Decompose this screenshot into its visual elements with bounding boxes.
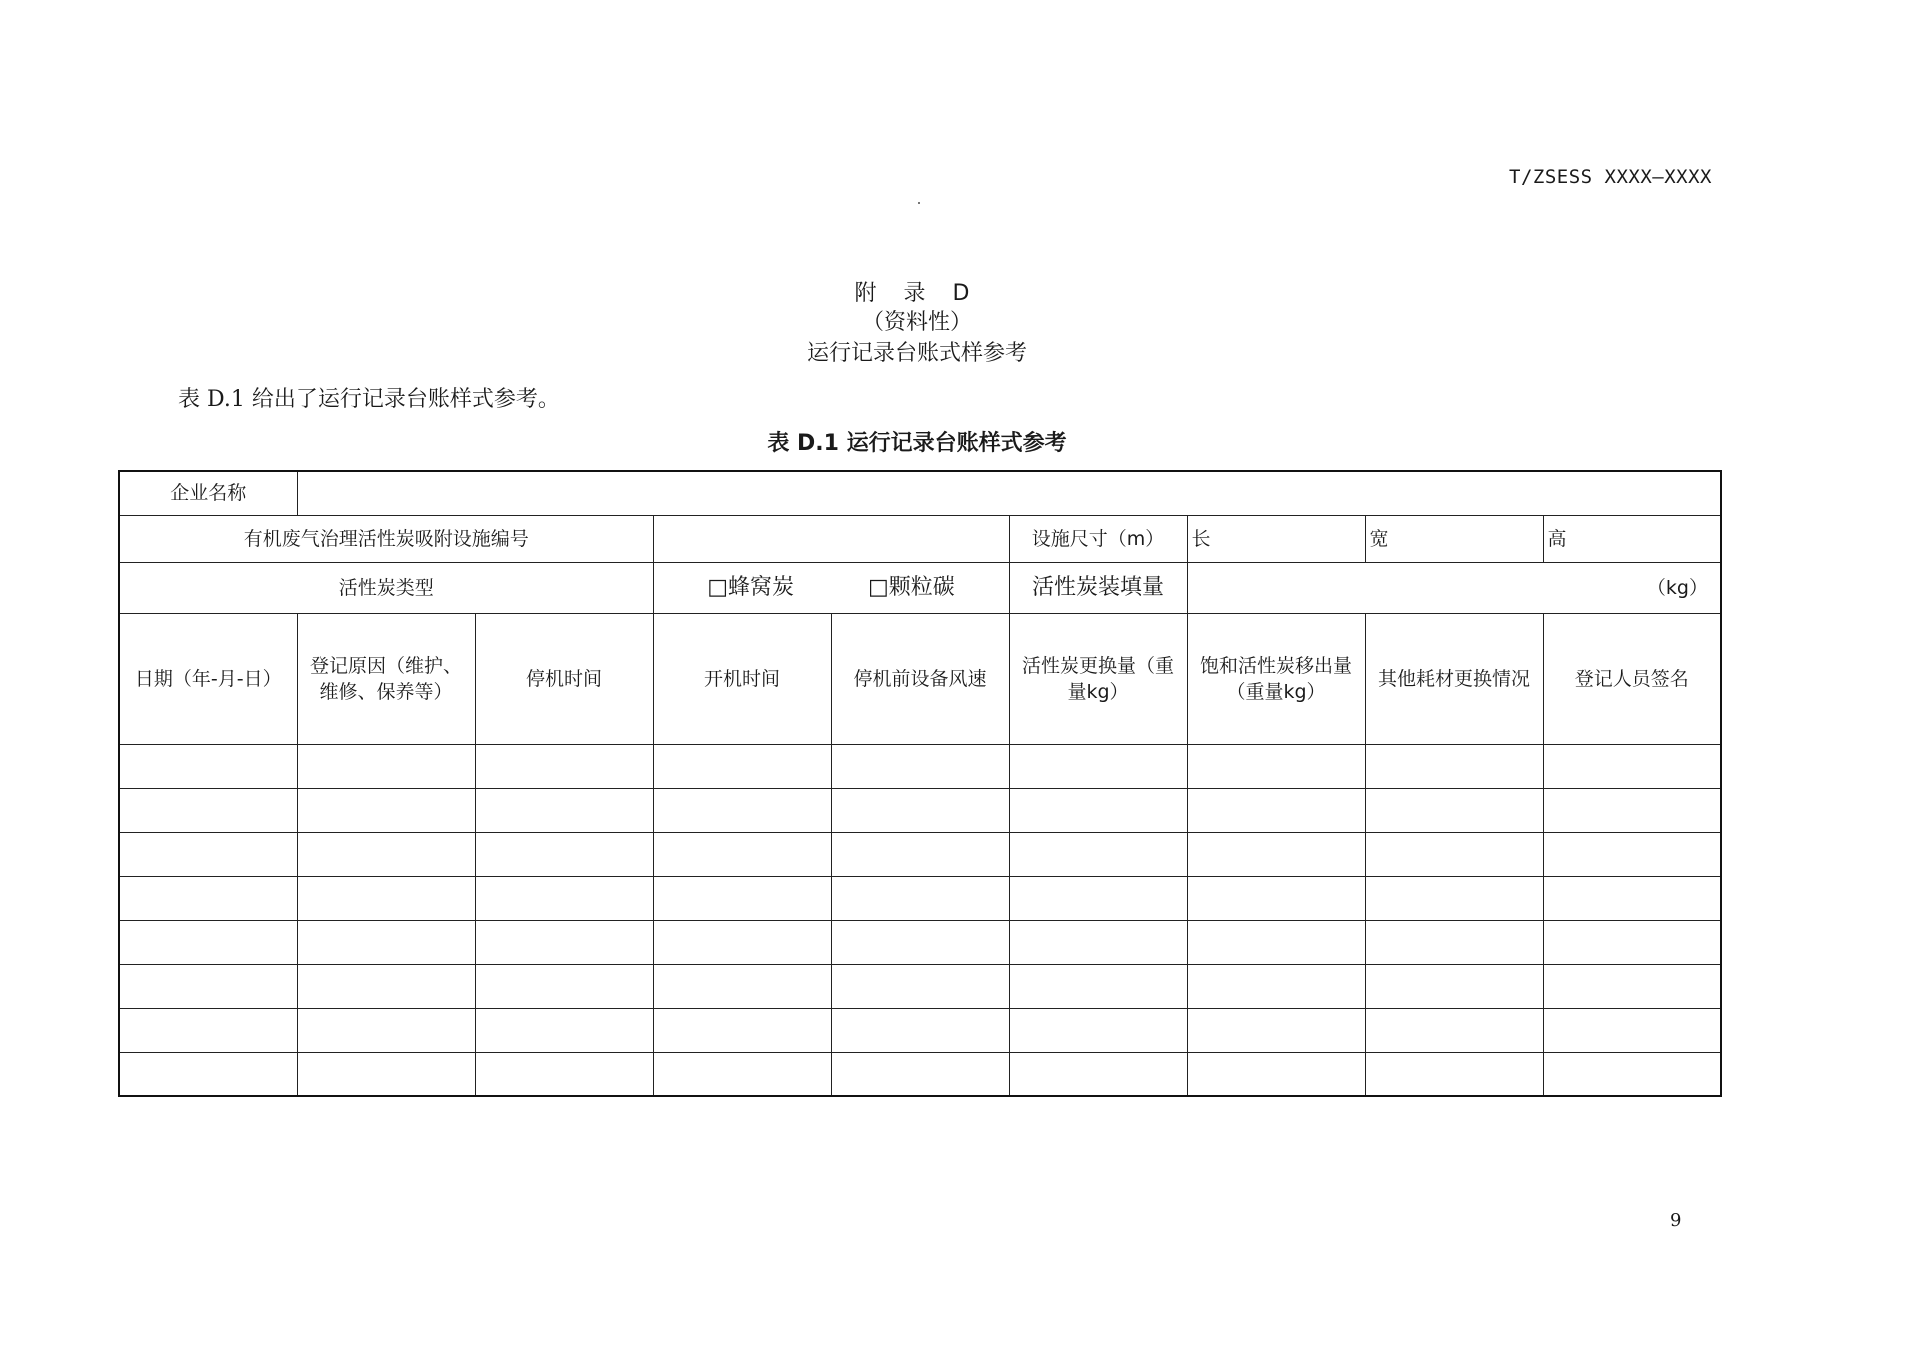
table-cell[interactable] (831, 920, 1009, 964)
table-cell[interactable] (1009, 1052, 1187, 1096)
column-header-row (119, 613, 1721, 744)
table-row (119, 1008, 1721, 1052)
table-cell[interactable] (297, 1052, 475, 1096)
table-cell[interactable] (653, 1008, 831, 1052)
honeycomb-carbon-checkbox[interactable]: □蜂窝炭 (707, 574, 794, 600)
table-cell[interactable] (119, 788, 297, 832)
table-cell[interactable] (1187, 1052, 1365, 1096)
table-cell[interactable] (1365, 964, 1543, 1008)
table-cell[interactable] (297, 964, 475, 1008)
table-cell[interactable] (119, 1052, 297, 1096)
table-cell[interactable] (831, 964, 1009, 1008)
table-cell[interactable] (119, 832, 297, 876)
carbon-type-row (119, 562, 1721, 613)
table-cell[interactable] (1187, 788, 1365, 832)
facility-id-label: 有机废气治理活性炭吸附设施编号 (119, 515, 653, 562)
length-cell[interactable]: 长 (1187, 515, 1365, 562)
table-cell[interactable] (1009, 744, 1187, 788)
table-cell[interactable] (297, 788, 475, 832)
table-row (119, 832, 1721, 876)
table-cell[interactable] (475, 1008, 653, 1052)
table-cell[interactable] (831, 876, 1009, 920)
table-cell[interactable] (297, 744, 475, 788)
table-cell[interactable] (1543, 832, 1721, 876)
table-cell[interactable] (1365, 876, 1543, 920)
table-cell[interactable] (1187, 876, 1365, 920)
table-cell[interactable] (1187, 964, 1365, 1008)
table-cell[interactable] (475, 832, 653, 876)
fill-amount-label: 活性炭装填量 (1009, 562, 1187, 613)
col-date-header: 日期（年-月-日） (119, 613, 297, 744)
table-cell[interactable] (1543, 920, 1721, 964)
document-code: T/ZSESS XXXX—XXXX (1509, 166, 1712, 188)
table-row (119, 964, 1721, 1008)
table-cell[interactable] (119, 876, 297, 920)
table-caption: 表 D.1 运行记录台账样式参考 (767, 431, 1067, 456)
col-signature-header: 登记人员签名 (1543, 613, 1721, 744)
table-cell[interactable] (1543, 1052, 1721, 1096)
enterprise-label: 企业名称 (119, 471, 297, 515)
granular-carbon-checkbox[interactable]: □颗粒碳 (868, 574, 955, 600)
table-cell[interactable] (475, 920, 653, 964)
table-cell[interactable] (297, 832, 475, 876)
table-cell[interactable] (1009, 920, 1187, 964)
table-cell[interactable] (1365, 832, 1543, 876)
page-number: 9 (1670, 1210, 1682, 1231)
table-row (119, 876, 1721, 920)
table-cell[interactable] (1187, 1008, 1365, 1052)
table-row (119, 744, 1721, 788)
appendix-title: 附 录 D (854, 281, 980, 306)
table-cell[interactable] (475, 876, 653, 920)
table-cell[interactable] (653, 876, 831, 920)
table-cell[interactable] (297, 1008, 475, 1052)
table-row (119, 920, 1721, 964)
width-cell[interactable]: 宽 (1365, 515, 1543, 562)
table-cell[interactable] (653, 920, 831, 964)
table-cell[interactable] (119, 920, 297, 964)
table-cell[interactable] (297, 920, 475, 964)
table-cell[interactable] (297, 876, 475, 920)
table-cell[interactable] (1365, 744, 1543, 788)
table-cell[interactable] (475, 744, 653, 788)
col-start-time-header: 开机时间 (653, 613, 831, 744)
table-cell[interactable] (653, 1052, 831, 1096)
table-cell[interactable] (1543, 876, 1721, 920)
col-stop-time-header: 停机时间 (475, 613, 653, 744)
height-cell[interactable]: 高 (1543, 515, 1721, 562)
enterprise-row (119, 471, 1721, 515)
table-row (119, 788, 1721, 832)
table-cell[interactable] (1543, 744, 1721, 788)
page-mark (918, 202, 920, 204)
table-cell[interactable] (475, 964, 653, 1008)
table-cell[interactable] (1543, 1008, 1721, 1052)
table-cell[interactable] (653, 744, 831, 788)
table-cell[interactable] (1543, 788, 1721, 832)
table-cell[interactable] (119, 964, 297, 1008)
table-cell[interactable] (1009, 876, 1187, 920)
table-cell[interactable] (831, 1052, 1009, 1096)
col-airspeed-header: 停机前设备风速 (831, 613, 1009, 744)
carbon-type-label: 活性炭类型 (119, 562, 653, 613)
table-cell[interactable] (1187, 744, 1365, 788)
table-row (119, 1052, 1721, 1096)
col-reason-header: 登记原因（维护、维修、保养等） (297, 613, 475, 744)
table-cell[interactable] (119, 1008, 297, 1052)
appendix-nature: （资料性） (861, 310, 972, 335)
col-removal-header: 饱和活性炭移出量（重量kg） (1187, 613, 1365, 744)
table-cell[interactable] (475, 788, 653, 832)
table-cell[interactable] (653, 788, 831, 832)
table-cell[interactable] (831, 1008, 1009, 1052)
facility-row (119, 515, 1721, 562)
col-replacement-header: 活性炭更换量（重量kg） (1009, 613, 1187, 744)
carbon-type-options (653, 562, 1009, 613)
size-label: 设施尺寸（m） (1009, 515, 1187, 562)
table-cell[interactable] (1009, 832, 1187, 876)
table-cell[interactable] (653, 832, 831, 876)
table-cell[interactable] (653, 964, 831, 1008)
table-cell[interactable] (119, 744, 297, 788)
fill-amount-cell[interactable]: （kg） (1187, 562, 1721, 613)
appendix-subject: 运行记录台账式样参考 (806, 341, 1027, 366)
table-cell[interactable] (831, 744, 1009, 788)
table-cell[interactable] (1365, 920, 1543, 964)
table-cell[interactable] (475, 1052, 653, 1096)
col-consumables-header: 其他耗材更换情况 (1365, 613, 1543, 744)
table-cell[interactable] (1543, 964, 1721, 1008)
table-cell[interactable] (1365, 1008, 1543, 1052)
table-cell[interactable] (1009, 788, 1187, 832)
facility-id-value-cell[interactable] (653, 515, 1009, 562)
table-cell[interactable] (1187, 920, 1365, 964)
table-cell[interactable] (1009, 964, 1187, 1008)
table-cell[interactable] (831, 788, 1009, 832)
intro-paragraph: 表 D.1 给出了运行记录台账样式参考。 (178, 387, 560, 412)
table-cell[interactable] (1365, 1052, 1543, 1096)
ledger-table (118, 470, 1722, 1097)
table-cell[interactable] (1365, 788, 1543, 832)
table-cell[interactable] (831, 832, 1009, 876)
table-cell[interactable] (1009, 1008, 1187, 1052)
enterprise-value-cell[interactable] (297, 471, 1721, 515)
table-cell[interactable] (1187, 832, 1365, 876)
